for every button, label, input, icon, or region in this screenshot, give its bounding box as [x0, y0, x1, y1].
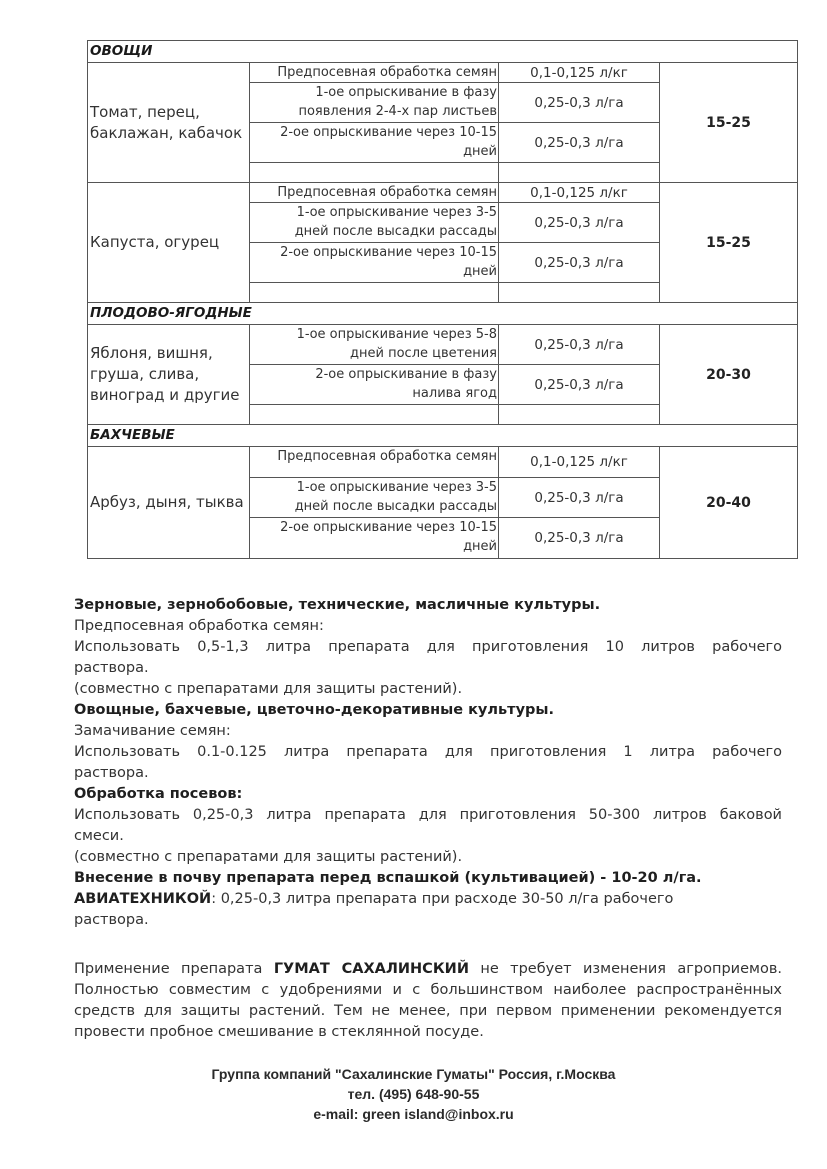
- aviation-line: [74, 889, 782, 910]
- operation-line: дней: [463, 264, 497, 279]
- crops-usage-line: Использовать 0,25-0,3 литра препарата для приготовления 50-300 литров баковой: [74, 807, 782, 823]
- treatment-row: [250, 447, 659, 478]
- crops-heading: Обработка посевов:: [74, 786, 243, 802]
- interval-days-cell: 20-30: [706, 366, 751, 383]
- treatment-operation-cell: [250, 183, 499, 202]
- dose-cell: 0,25-0,3 л/га: [534, 254, 624, 271]
- crop-name-line: Яблоня, вишня,: [90, 344, 213, 362]
- dose-cell: 0,25-0,3 л/га: [534, 489, 624, 506]
- dose-cell: 0,25-0,3 л/га: [534, 336, 624, 353]
- treatment-operation-cell: [250, 405, 499, 424]
- veg-usage-line-2: раствора.: [74, 765, 149, 781]
- veg-usage-line: Использовать 0.1-0.125 литра препарата для приготовления 1 литра рабочего: [74, 744, 782, 760]
- operation-line: налива ягод: [412, 386, 497, 401]
- operation-line: Предпосевная обработка семян: [277, 449, 497, 464]
- grain-note: (совместно с препаратами для защиты растений).: [74, 681, 463, 697]
- crop-name-cell: [88, 325, 250, 424]
- dose-cell: 0,1-0,125 л/кг: [530, 454, 628, 470]
- category-header: ПЛОДОВО-ЯГОДНЫЕ: [87, 302, 798, 324]
- dose-cell: [499, 163, 659, 182]
- crop-name-cell: [88, 447, 250, 558]
- operation-line: Предпосевная обработка семян: [277, 185, 497, 200]
- treatment-operation-cell: [250, 447, 499, 477]
- footer-phone: тел. (495) 648-90-55: [347, 1086, 480, 1102]
- footer-company: Группа компаний "Сахалинские Гуматы" Россия, г.Москва: [211, 1066, 616, 1082]
- treatment-row: [250, 123, 659, 163]
- operation-line: дней после цветения: [350, 346, 497, 361]
- treatment-row: [250, 163, 659, 182]
- treatment-operation-cell: [250, 83, 499, 122]
- crop-name-cell: [88, 183, 250, 302]
- treatment-row: [250, 183, 659, 203]
- treatment-operation-cell: [250, 365, 499, 404]
- operation-line: 1-ое опрыскивание через 5-8: [296, 327, 497, 342]
- footer-email: e-mail: green island@inbox.ru: [313, 1106, 514, 1122]
- crop-name-line: Томат, перец,: [90, 102, 200, 121]
- crop-name-line: баклажан, кабачок: [90, 123, 243, 142]
- treatment-row: [250, 325, 659, 365]
- operation-line: 1-ое опрыскивание через 3-5: [296, 205, 497, 220]
- operation-line: 1-ое опрыскивание в фазу: [315, 85, 497, 100]
- aviation-text: : 0,25-0,3 литра препарата при расходе 30-50 л/га рабочего: [211, 891, 674, 907]
- crop-name-line: Арбуз, дыня, тыква: [90, 493, 244, 511]
- application-text-b: не требует изменения агроприемов.: [468, 961, 782, 977]
- crop-group: [87, 446, 798, 559]
- interval-days-cell: 15-25: [706, 234, 751, 251]
- footer: [0, 1064, 827, 1124]
- veg-subheading: Замачивание семян:: [74, 723, 231, 739]
- dose-cell: 0,25-0,3 л/га: [534, 214, 624, 231]
- operation-line: появления 2-4-х пар листьев: [298, 104, 497, 119]
- operation-line: 2-ое опрыскивание через 10-15: [280, 245, 497, 260]
- crop-group: [87, 62, 798, 182]
- treatment-row: [250, 405, 659, 424]
- category-header: ОВОЩИ: [87, 40, 798, 62]
- category-header: БАХЧЕВЫЕ: [87, 424, 798, 446]
- operation-line: Предпосевная обработка семян: [277, 65, 497, 80]
- operation-line: 2-ое опрыскивание в фазу: [315, 367, 497, 382]
- dosage-table: [87, 40, 798, 559]
- operation-line: дней: [463, 144, 497, 159]
- treatment-operation-cell: [250, 518, 499, 558]
- treatment-row: [250, 243, 659, 283]
- operation-line: 1-ое опрыскивание через 3-5: [296, 480, 497, 495]
- crops-note: (совместно с препаратами для защиты растений).: [74, 849, 463, 865]
- dose-cell: 0,1-0,125 л/кг: [530, 184, 628, 201]
- interval-days-cell: 20-40: [706, 494, 751, 511]
- operation-line: 2-ое опрыскивание через 10-15: [280, 125, 497, 140]
- product-brand-name: ГУМАТ САХАЛИНСКИЙ: [273, 961, 469, 977]
- treatment-operation-cell: [250, 325, 499, 364]
- grain-subheading: Предпосевная обработка семян:: [74, 618, 324, 634]
- treatment-row: [250, 518, 659, 558]
- application-line-1: [74, 959, 782, 980]
- crops-usage-line-2: смеси.: [74, 828, 124, 844]
- dose-cell: 0,1-0,125 л/кг: [530, 64, 628, 81]
- application-line-4: провести пробное смешивание в стеклянной посуде.: [74, 1024, 484, 1040]
- grain-usage-line: Использовать 0,5-1,3 литра препарата для приготовления 10 литров рабочего: [74, 639, 782, 655]
- treatment-operation-cell: [250, 203, 499, 242]
- instructions-block: [74, 595, 782, 931]
- operation-line: дней после высадки рассады: [294, 224, 497, 239]
- application-text-a: Применение препарата: [74, 961, 274, 977]
- soil-application-line: Внесение в почву препарата перед вспашкой (культивацией) - 10-20 л/га.: [74, 870, 702, 886]
- treatment-row: [250, 283, 659, 302]
- dose-cell: [499, 283, 659, 302]
- treatment-operation-cell: [250, 478, 499, 517]
- grain-heading: Зерновые, зернобобовые, технические, масличные культуры.: [74, 597, 601, 613]
- dose-cell: 0,25-0,3 л/га: [534, 530, 624, 546]
- treatment-row: [250, 203, 659, 243]
- treatment-row: [250, 83, 659, 123]
- crop-name-line: виноград и другие: [90, 386, 240, 404]
- treatment-operation-cell: [250, 283, 499, 302]
- dose-cell: 0,25-0,3 л/га: [534, 94, 624, 111]
- treatment-row: [250, 365, 659, 405]
- operation-line: дней после высадки рассады: [294, 499, 497, 514]
- aviation-label: АВИАТЕХНИКОЙ: [74, 891, 212, 907]
- treatment-operation-cell: [250, 163, 499, 182]
- treatment-operation-cell: [250, 243, 499, 282]
- interval-days-cell: 15-25: [706, 114, 751, 131]
- grain-usage-line-2: раствора.: [74, 660, 149, 676]
- dose-cell: 0,25-0,3 л/га: [534, 376, 624, 393]
- treatment-operation-cell: [250, 63, 499, 82]
- dose-cell: [499, 405, 659, 424]
- operation-line: дней: [463, 539, 497, 554]
- crop-group: [87, 324, 798, 424]
- treatment-row: [250, 63, 659, 83]
- crop-name-line: груша, слива,: [90, 365, 200, 383]
- veg-heading: Овощные, бахчевые, цветочно-декоративные культуры.: [74, 702, 555, 718]
- operation-line: 2-ое опрыскивание через 10-15: [280, 520, 497, 535]
- dose-cell: 0,25-0,3 л/га: [534, 134, 624, 151]
- application-line-3: средств для защиты растений. Тем не менее, при первом применении рекомендуется: [74, 1003, 782, 1019]
- crop-name-cell: [88, 63, 250, 182]
- crop-name-line: Капуста, огурец: [90, 233, 220, 251]
- application-paragraph: [74, 959, 782, 1043]
- treatment-operation-cell: [250, 123, 499, 162]
- application-line-2: Полностью совместим с удобрениями и с большинством наиболее распространённых: [74, 982, 782, 998]
- crop-group: [87, 182, 798, 302]
- treatment-row: [250, 478, 659, 518]
- aviation-line-2: раствора.: [74, 912, 149, 928]
